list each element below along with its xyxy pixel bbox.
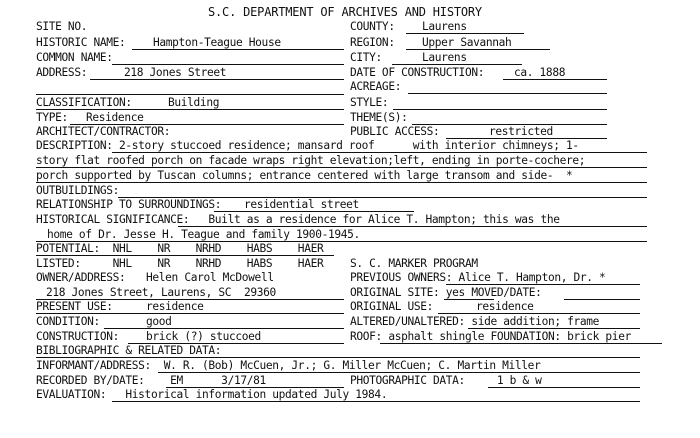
date-construction-rule (503, 79, 607, 80)
city-value: Laurens (422, 51, 467, 64)
historic-name-value: Hampton-Teague House (153, 36, 281, 49)
significance-line-2: home of Dr. Jesse H. Teague and family 1900-1945. (47, 228, 360, 241)
themes-label: THEME(S): (350, 111, 408, 124)
site-no-label: SITE NO. (36, 20, 88, 33)
blank-rule (36, 94, 344, 95)
acreage-rule (408, 93, 607, 94)
original-site: ORIGINAL SITE: yes MOVED/DATE: (350, 286, 542, 299)
condition-value: good (146, 315, 172, 328)
city-label: CITY: (350, 51, 382, 64)
type-value: Residence (86, 111, 144, 124)
county-value: Laurens (422, 20, 467, 33)
previous-owners-rule (446, 284, 640, 285)
owner-name: Helen Carol McDowell (146, 271, 274, 284)
description-line-2: story flat roofed porch on facade wraps right elevation;left, ending in porte-cochere; (36, 154, 586, 167)
present-use-value: residence (146, 300, 204, 313)
relationship-rule (214, 211, 414, 212)
county-label: COUNTY: (350, 20, 395, 33)
construction-value: brick (?) stuccoed (146, 330, 261, 343)
description-rule-1 (112, 152, 647, 153)
construction-label: CONSTRUCTION: (36, 330, 120, 343)
date-construction-label: DATE OF CONSTRUCTION: (350, 66, 485, 79)
date-construction-value: ca. 1888 (514, 66, 566, 79)
acreage-label: ACREAGE: (350, 80, 402, 93)
photographic-rule (488, 387, 640, 388)
present-use-label: PRESENT USE: (36, 300, 113, 313)
relationship-value: residential street (244, 198, 359, 211)
style-label: STYLE: (350, 96, 389, 109)
description-rule-2 (36, 167, 647, 168)
condition-rule (104, 328, 344, 329)
architect-label: ARCHITECT/CONTRACTOR: (36, 125, 171, 138)
altered-rule (468, 328, 640, 329)
region-value: Upper Savannah (422, 36, 512, 49)
marker-program-label: S. C. MARKER PROGRAM (350, 257, 478, 270)
original-use-rule (438, 313, 640, 314)
owner-address: 218 Jones Street, Laurens, SC 29360 (46, 286, 276, 299)
present-use-rule (36, 313, 344, 314)
photographic-line: PHOTOGRAPHIC DATA: 1 b & w (350, 374, 542, 387)
region-label: REGION: (350, 36, 395, 49)
original-use-value: residence (476, 300, 534, 313)
address-rule (90, 79, 344, 80)
common-name-rule (112, 64, 344, 65)
informant-rule (158, 372, 640, 373)
bibliographic-label: BIBLIOGRAPHIC & RELATED DATA: (36, 344, 222, 357)
description-rule-3 (36, 182, 647, 183)
altered-line: ALTERED/UNALTERED: side addition; frame (350, 315, 600, 328)
original-use-label: ORIGINAL USE: (350, 300, 434, 313)
significance-line-1: HISTORICAL SIGNIFICANCE: Built as a residence for Alice T. Hampton; this was the (36, 213, 560, 226)
address-value: 218 Jones Street (124, 66, 227, 79)
owner-label: OWNER/ADDRESS: (36, 271, 126, 284)
outbuildings-label: OUTBUILDINGS: (36, 184, 120, 197)
bibliographic-rule (36, 357, 640, 358)
moved-date-rule (564, 299, 640, 300)
classification-value: Building (168, 96, 220, 109)
public-access-value: restricted (489, 125, 553, 138)
listed-line: LISTED: NHL NR NRHD HABS HAER (36, 257, 324, 270)
common-name-label: COMMON NAME: (36, 51, 113, 64)
potential-line: POTENTIAL: NHL NR NRHD HABS HAER (36, 242, 324, 255)
form-header: S.C. DEPARTMENT OF ARCHIVES AND HISTORY (208, 5, 482, 19)
roof-foundation-line: ROOF: asphalt shingle FOUNDATION: brick pier (350, 330, 631, 343)
significance-rule-1 (178, 226, 647, 227)
historic-name-rule (132, 49, 344, 50)
style-rule (393, 109, 607, 110)
classification-rule (36, 109, 344, 110)
potential-rule (36, 255, 334, 256)
city-rule (392, 64, 522, 65)
address-label: ADDRESS: (36, 66, 88, 79)
county-rule (406, 33, 524, 34)
recorded-line: RECORDED BY/DATE: EM 3/17/81 (36, 374, 266, 387)
evaluation-line: EVALUATION: Historical information updated July 1984. (36, 388, 388, 401)
evaluation-rule (112, 401, 640, 402)
public-access-label: PUBLIC ACCESS: (350, 125, 440, 138)
historic-name-label: HISTORIC NAME: (36, 36, 126, 49)
informant-line: INFORMANT/ADDRESS: W. R. (Bob) McCuen, Jr.; G. Miller McCuen; C. Martin Miller (36, 359, 541, 372)
classification-label: CLASSIFICATION: (36, 96, 132, 109)
description-line-3: porch supported by Tuscan columns; entrance centered with large transom and side- * (36, 169, 573, 182)
description-line-1: DESCRIPTION: 2-story stuccoed residence; mansard roof with interior chimneys; 1- (36, 139, 579, 152)
previous-owners: PREVIOUS OWNERS: Alice T. Hampton, Dr. * (350, 271, 606, 284)
condition-label: CONDITION: (36, 315, 100, 328)
type-label: TYPE: (36, 111, 68, 124)
region-rule (406, 49, 550, 50)
relationship-label: RELATIONSHIP TO SURROUNDINGS: (36, 198, 222, 211)
roof-foundation-rule (380, 343, 662, 344)
